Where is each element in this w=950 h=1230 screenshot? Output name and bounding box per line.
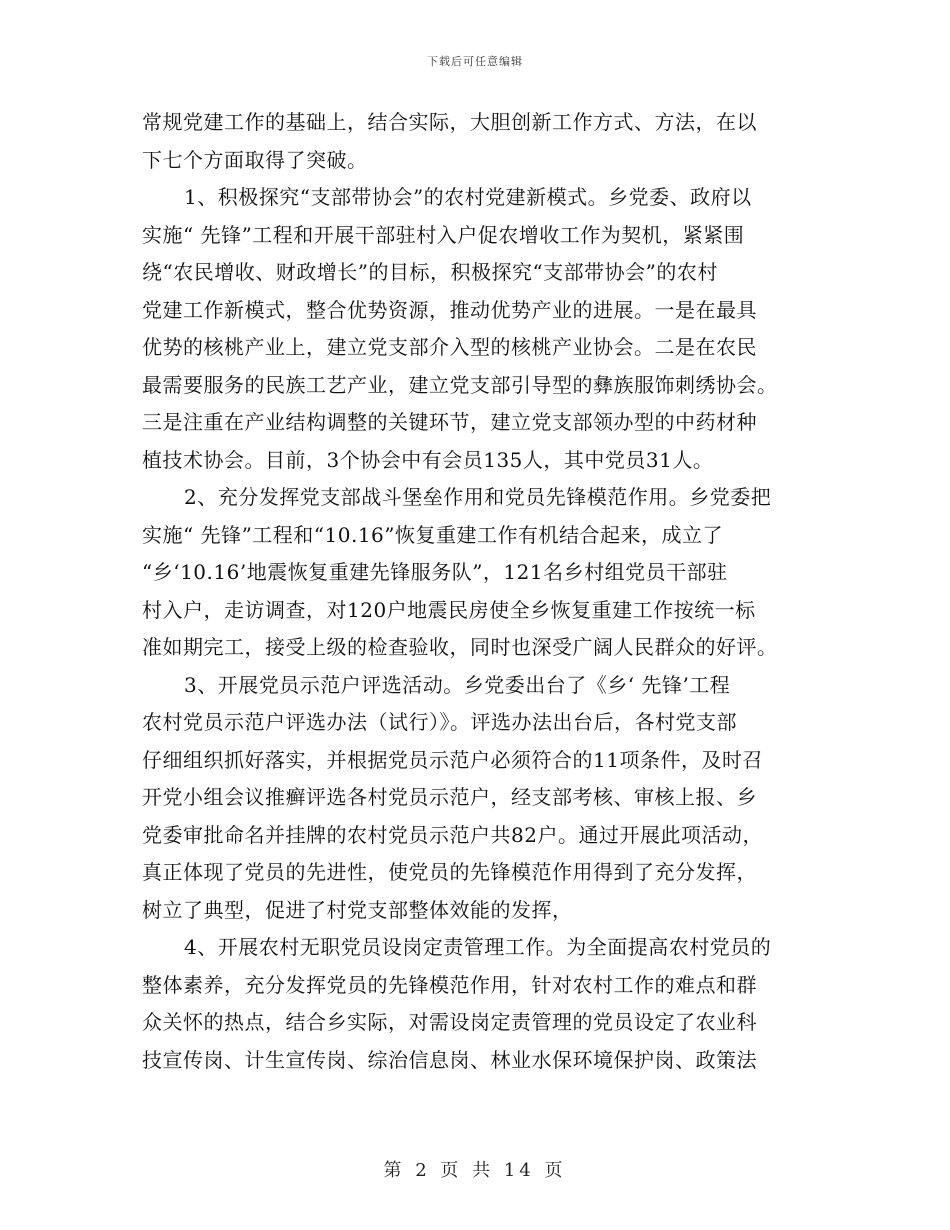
text-line: 最需要服务的民族工艺产业，建立党支部引导型的彝族服饰刺绣协会。 — [142, 372, 778, 397]
text-line: 常规党建工作的基础上，结合实际，大胆创新工作方式、方法，在以 — [142, 110, 757, 134]
paragraph — [142, 479, 808, 667]
paragraph — [142, 104, 808, 179]
text-line: 1、积极探究“支部带协会”的农村党建新模式。乡党委、政府以 — [184, 185, 752, 209]
paragraph — [142, 667, 808, 930]
text-line: 实施“ 先锋”工程和开展干部驻村入户促农增收工作为契机，紧紧围 — [142, 222, 745, 247]
text-line: 整体素养，充分发挥党员的先锋模范作用，针对农村工作的难点和群 — [142, 972, 757, 997]
text-line: “乡‘10.16’地震恢复重建先锋服务队”，121名乡村组党员干部驻 — [142, 560, 728, 584]
text-line: 植技术协会。目前，3个协会中有会员135人，其中党员31人。 — [142, 447, 714, 472]
text-line: 绕“农民增收、财政增长”的目标，积极探究“支部带协会”的农村 — [142, 260, 718, 284]
text-line: 3、开展党员示范户评选活动。乡党委出台了《乡‘ 先锋’工程 — [184, 672, 731, 697]
text-line: 仔细组织抓好落实，并根据党员示范户必须符合的11项条件，及时召 — [142, 747, 763, 772]
text-line: 2、充分发挥党支部战斗堡垒作用和党员先锋模范作用。乡党委把 — [184, 485, 772, 509]
text-line: 技宣传岗、计生宣传岗、综治信息岗、林业水保环境保护岗、政策法 — [142, 1047, 757, 1072]
text-line: 众关怀的热点，结合乡实际，对需设岗定责管理的党员设定了农业科 — [142, 1010, 757, 1034]
text-line: 优势的核桃产业上，建立党支部介入型的核桃产业协会。二是在农民 — [142, 335, 757, 359]
page-footer: 第 2 页 共 14 页 — [383, 1160, 567, 1181]
text-line: 4、开展农村无职党员设岗定责管理工作。为全面提高农村党员的 — [184, 935, 772, 959]
text-line: 准如期完工，接受上级的检查验收，同时也深受广阔人民群众的好评。 — [142, 635, 778, 659]
text-line: 村入户，走访调查，对120户地震民房使全乡恢复重建工作按统一标 — [142, 597, 756, 622]
paragraph — [142, 929, 808, 1079]
page-header: 下载后可任意编辑 — [427, 55, 523, 68]
text-line: 真正体现了党员的先进性，使党员的先锋模范作用得到了充分发挥， — [142, 860, 757, 884]
text-line: 开党小组会议推癣评选各村党员示范户，经支部考核、审核上报、乡 — [142, 785, 757, 809]
paragraph — [142, 179, 808, 479]
text-line: 下七个方面取得了突破。 — [142, 147, 368, 172]
document-body — [142, 104, 808, 1079]
text-line: 党委审批命名并挂牌的农村党员示范户共82户。通过开展此项活动， — [142, 822, 763, 847]
text-line: 树立了典型，促进了村党支部整体效能的发挥， — [142, 897, 573, 922]
text-line: 实施“ 先锋”工程和“10.16”恢复重建工作有机结合起来，成立了 — [142, 522, 724, 547]
text-line: 农村党员示范户评选办法（试行）》。评选办法出台后，各村党支部 — [142, 710, 737, 734]
text-line: 党建工作新模式，整合优势资源，推动优势产业的进展。一是在最具 — [142, 297, 757, 322]
text-line: 三是注重在产业结构调整的关键环节，建立党支部领办型的中药材种 — [142, 410, 757, 434]
